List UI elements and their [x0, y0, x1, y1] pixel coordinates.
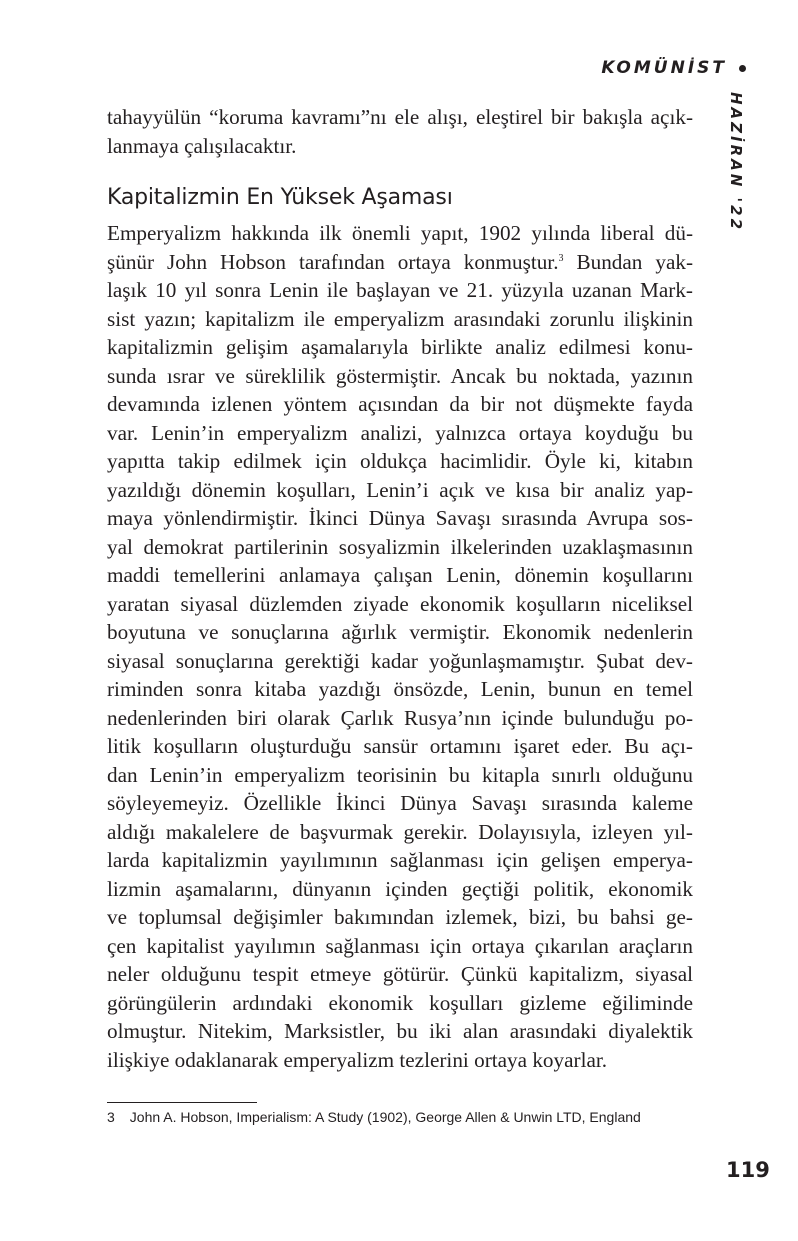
text-line: çen kapitalist yayılımın sağlanması için ortaya çıkarılan araçların [107, 933, 693, 958]
footnote [107, 1109, 641, 1125]
intro-paragraph [107, 103, 693, 160]
text-line: sunda ısrar ve süreklilik göstermiştir. Ancak bu noktada, yazının [107, 363, 693, 388]
text-line: devamında izlenen yöntem açısından da bir not düşmekte fayda [107, 392, 693, 416]
text-line: olmuştur. Nitekim, Marksistler, bu iki alan arasındaki diyalektik [107, 1019, 693, 1043]
footnote-divider [107, 1102, 257, 1103]
text-line: dan Lenin’in emperyalizm teorisinin bu kitapla sınırlı olduğunu [107, 762, 693, 787]
text-line: neler olduğunu tespit etmeye götürür. Çünkü kapitalizm, siyasal [107, 962, 693, 986]
text-line: Emperyalizm hakkında ilk önemli yapıt, 1902 yılında liberal dü- [107, 221, 693, 245]
text-line: yazıldığı dönemin koşulları, Lenin’i açık ve kısa bir analiz yap- [107, 477, 693, 502]
text-line: riminden sonra kitaba yazdığı önsözde, Lenin, bunun en temel [107, 677, 693, 701]
text-line: tahayyülün “koruma kavramı”nı ele alışı, eleştirel bir bakışla açık- [107, 105, 693, 129]
issue-date: HAZİRAN '22 [727, 92, 745, 233]
text-line: laşık 10 yıl sonra Lenin ile başlayan ve 21. yüzyıla uzanan Mark- [107, 278, 693, 302]
text-line: aldığı makalelere de başvurmak gerekir. Dolayısıyla, izleyen yıl- [107, 819, 693, 844]
text-line: boyutuna ve sonuçlarına ağırlık vermiştir. Ekonomik nedenlerin [107, 620, 693, 644]
text-line: yal demokrat partilerinin sosyalizmin ilkelerinden uzaklaşmasının [107, 534, 693, 559]
text-line: maddi temellerini anlamaya çalışan Lenin, dönemin koşullarını [107, 563, 693, 587]
text-line: litik koşulların oluşturduğu sansür ortamını işaret eder. Bu açı- [107, 734, 693, 758]
footnote-reference[interactable]: 3 [558, 252, 564, 264]
text-line: ilişkiye odaklanarak emperyalizm tezlerini ortaya koyarlar. [107, 1047, 608, 1072]
text-line: kapitalizmin gelişim aşamalarıyla birlikte analiz edilmesi konu- [107, 335, 693, 359]
magazine-name: KOMÜNİST [601, 58, 727, 78]
text-line: ve toplumsal değişimler bakımından izlemek, bizi, bu bahsi ge- [107, 905, 693, 929]
text-line: nedenlerinden biri olarak Çarlık Rusya’nın içinde bulunduğu po- [107, 705, 693, 730]
footnote-number: 3 [107, 1109, 115, 1125]
text-line: lanmaya çalışılacaktır. [107, 133, 297, 158]
text-line: siyasal sonuçlarına gerektiği kadar yoğunlaşmamıştır. Şubat dev- [107, 648, 693, 673]
text-line: var. Lenin’in emperyalizm analizi, yalnızca ortaya koyduğu bu [107, 420, 693, 445]
article-body [107, 103, 693, 1074]
text-line: yaratan siyasal düzlemden ziyade ekonomik koşulların niceliksel [107, 591, 693, 616]
section-paragraph [107, 219, 693, 1074]
bullet-dot-icon [739, 65, 746, 72]
text-line: sist yazın; kapitalizm ile emperyalizm arasındaki zorunlu ilişkinin [107, 306, 693, 331]
text-line: şünür John Hobson tarafından ortaya konmuştur.$^3$ Bundan yak- [107, 249, 694, 274]
text-line: söyleyemeyiz. Özellikle İkinci Dünya Savaşı sırasında kaleme [107, 791, 693, 815]
text-line: görüngülerin ardındaki ekonomik koşulları gizleme eğiliminde [107, 990, 693, 1015]
text-line: larda kapitalizmin yayılımının sağlanması için gelişen emperya- [107, 848, 693, 872]
text-line: yapıtta takip edilmek için oldukça hacimlidir. Öyle ki, kitabın [107, 449, 693, 473]
page-number: 119 [726, 1158, 770, 1182]
text-line: lizmin aşamalarını, dünyanın içinden geçtiği politik, ekonomik [107, 876, 693, 901]
running-head [601, 58, 746, 78]
text-line: maya yönlendirmiştir. İkinci Dünya Savaşı sırasında Avrupa sos- [107, 506, 693, 530]
footnote-text: John A. Hobson, Imperialism: A Study (1902), George Allen & Unwin LTD, England [129, 1109, 641, 1125]
section-heading: Kapitalizmin En Yüksek Aşaması [107, 185, 453, 210]
